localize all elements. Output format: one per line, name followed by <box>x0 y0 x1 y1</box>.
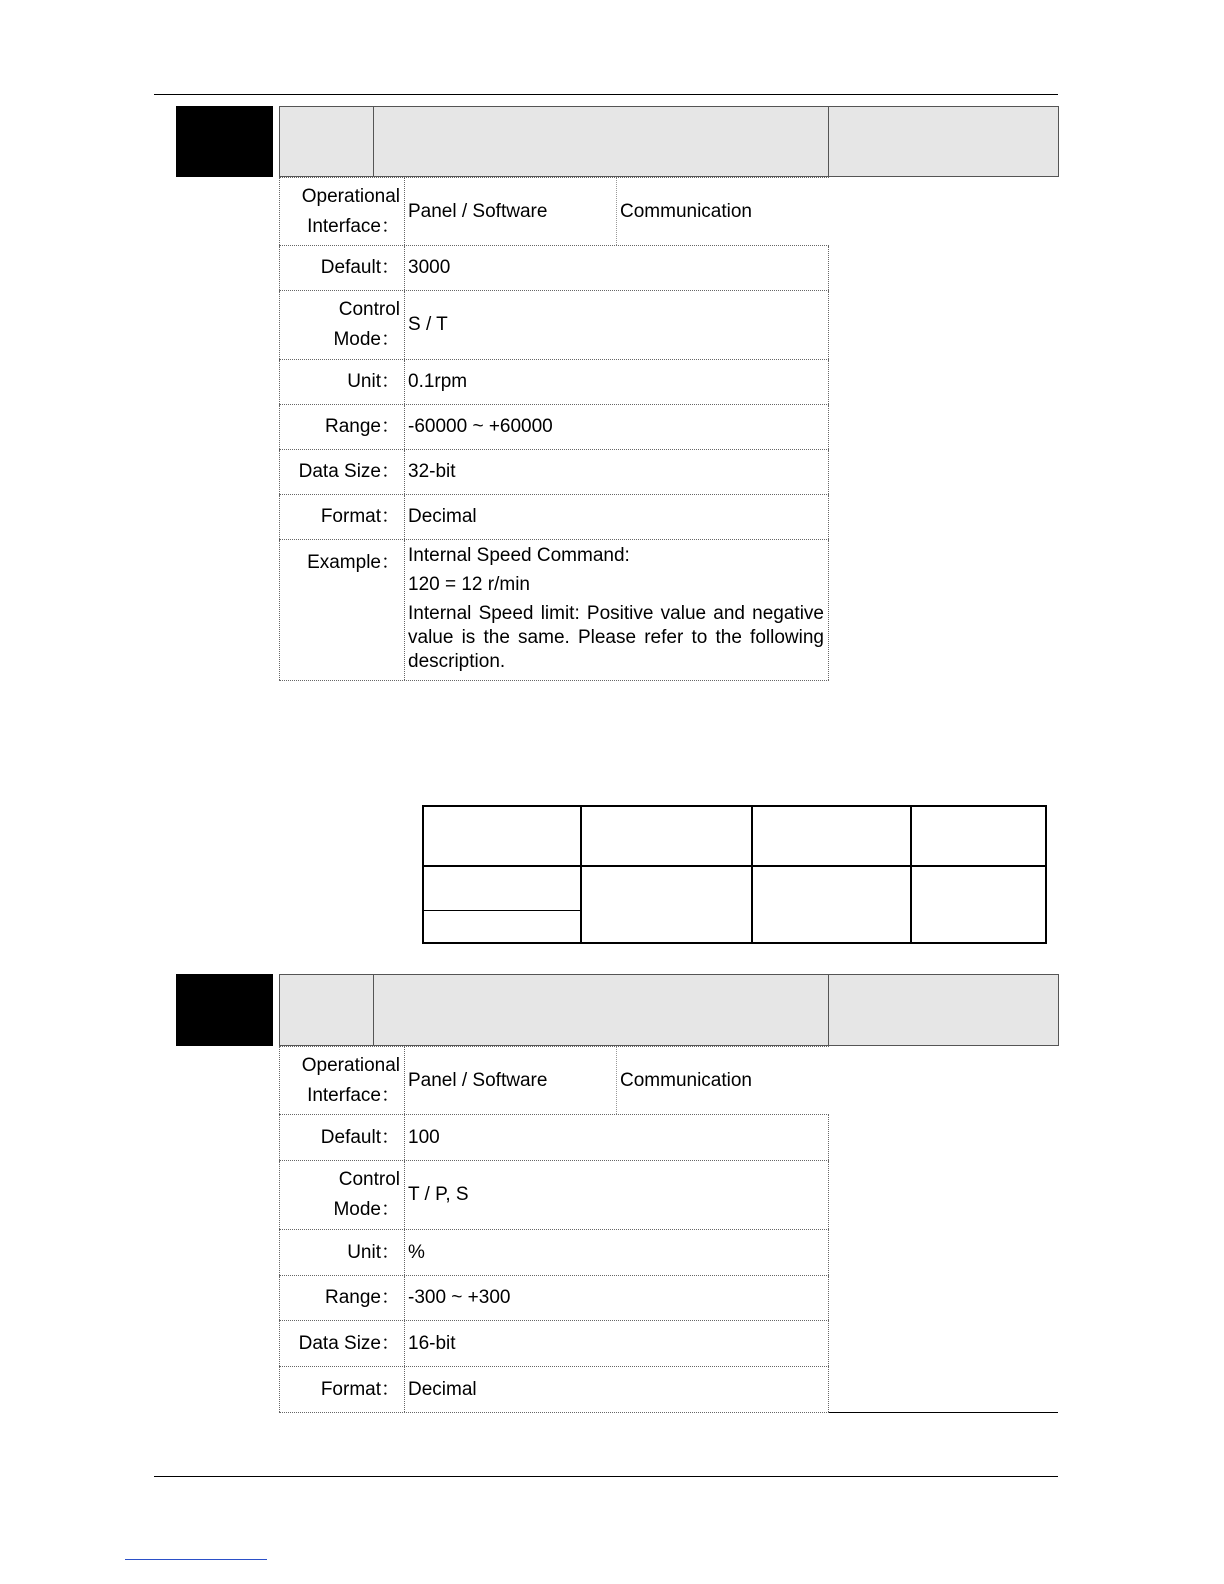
field-value: S / T <box>408 314 448 335</box>
field-row-data-size <box>279 450 829 495</box>
field-label: Mode： <box>333 329 400 350</box>
field-label: Operational <box>301 185 400 207</box>
field-row-unit <box>279 360 829 405</box>
field-value: 32-bit <box>408 461 456 482</box>
field-value: 3000 <box>408 257 451 278</box>
field-label: Operational <box>301 1054 400 1076</box>
param-code-block <box>176 974 273 1046</box>
field-value: 100 <box>408 1126 440 1148</box>
speed-limit-table <box>422 805 1047 944</box>
field-value: -300 ~ +300 <box>408 1287 511 1308</box>
param-code-block <box>176 106 273 177</box>
example-line: Internal Speed Command: <box>408 545 630 566</box>
field-label: Control <box>338 299 400 320</box>
table-column-rule <box>751 807 753 942</box>
field-row-unit <box>279 1230 829 1276</box>
field-value: 16-bit <box>408 1332 456 1354</box>
field-label: Data Size： <box>298 461 400 482</box>
field-label: Example： <box>307 552 400 573</box>
field-value: Panel / Software <box>408 1069 548 1091</box>
footer-link-underline <box>125 1559 267 1560</box>
table-row-rule <box>424 910 580 911</box>
field-value: Panel / Software <box>408 200 548 222</box>
field-value: Communication <box>620 1069 752 1091</box>
param-header-bar <box>279 974 1059 1046</box>
field-label: Default： <box>320 257 400 278</box>
field-row-range <box>279 1276 829 1321</box>
field-row-format <box>279 1367 829 1413</box>
field-value: Decimal <box>408 506 477 527</box>
field-row-example <box>279 540 829 681</box>
field-label: Range： <box>325 416 400 437</box>
top-rule <box>154 94 1058 95</box>
table-column-rule <box>910 807 912 942</box>
field-row-data-size <box>279 1321 829 1367</box>
field-label: Unit： <box>347 1241 400 1263</box>
field-label: Mode： <box>333 1199 400 1220</box>
param-header-bar <box>279 106 1059 177</box>
field-row-control-mode <box>279 1161 829 1230</box>
field-row-interface <box>279 1046 829 1115</box>
field-value: Communication <box>620 200 752 222</box>
bottom-rule <box>154 1476 1058 1477</box>
param-block-end-rule <box>829 1412 1058 1413</box>
field-value: T / P, S <box>408 1184 469 1205</box>
field-value: -60000 ~ +60000 <box>408 416 553 437</box>
field-label: Default： <box>320 1126 400 1148</box>
field-value: % <box>408 1241 425 1263</box>
field-row-default <box>279 1115 829 1161</box>
field-value: 0.1rpm <box>408 371 468 392</box>
table-header-rule <box>424 865 1045 867</box>
example-paragraph: Internal Speed limit: Positive value and negative value is the same. Please refer to the following description. <box>408 603 824 672</box>
example-text <box>408 544 824 674</box>
field-label: Interface： <box>307 1084 400 1106</box>
field-value: Decimal <box>408 1378 477 1400</box>
field-label: Control <box>338 1169 400 1190</box>
field-row-control-mode <box>279 291 829 360</box>
field-row-default <box>279 246 829 291</box>
field-row-format <box>279 495 829 540</box>
field-label: Unit： <box>347 371 400 392</box>
example-line: 120 = 12 r/min <box>408 574 530 595</box>
field-label: Range： <box>325 1287 400 1308</box>
field-label: Format： <box>320 1378 400 1400</box>
field-label: Interface： <box>307 215 400 237</box>
field-row-range <box>279 405 829 450</box>
field-row-interface <box>279 177 829 246</box>
field-label: Data Size： <box>298 1332 400 1354</box>
field-label: Format： <box>320 506 400 527</box>
table-column-rule <box>580 807 582 942</box>
